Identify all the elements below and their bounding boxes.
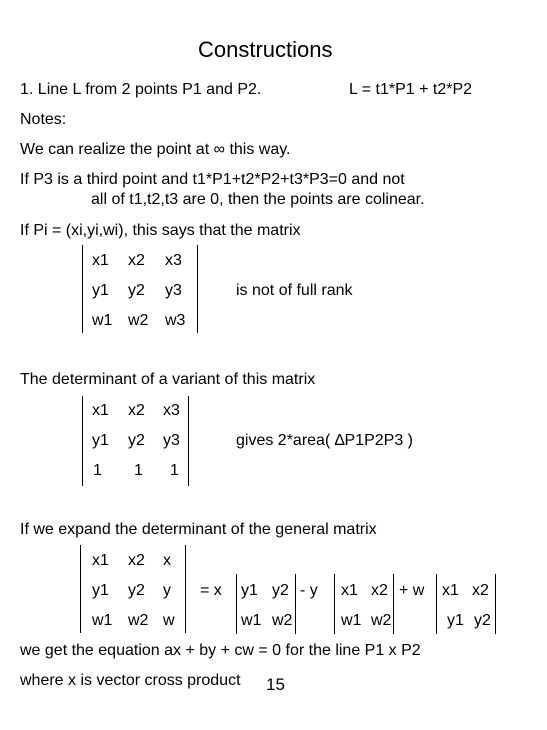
matrix-2-cell: x3 [163, 402, 180, 419]
matrix-1-cell: w3 [165, 312, 186, 329]
minor-3-left-bar [436, 574, 437, 634]
matrix-2-cell: y3 [163, 432, 180, 449]
equation-note: we get the equation ax + by + cw = 0 for the line P1 x P2 [20, 642, 421, 659]
matrix-3-cell: y [163, 582, 171, 599]
cross-product-note: where x is vector cross product [20, 672, 241, 689]
minor-3-cell: x2 [472, 582, 489, 599]
matrix-2-cell: 1 [170, 462, 179, 479]
minor-1-cell: y2 [272, 582, 289, 599]
colinear-note-line-2: all of t1,t2,t3 are 0, then the points are colinear. [91, 191, 425, 208]
minor-2-left-bar [334, 574, 335, 634]
matrix-3-left-bar [80, 545, 81, 633]
matrix-2-left-bar [82, 396, 83, 486]
minor-2-cell: x1 [341, 582, 358, 599]
matrix-2-cell: x1 [92, 402, 109, 419]
slide-title: Constructions [198, 37, 333, 62]
page-number: 15 [266, 675, 285, 694]
minor-1-cell: y1 [241, 582, 258, 599]
matrix-1-note: is not of full rank [236, 282, 353, 299]
matrix-1-cell: y3 [165, 282, 182, 299]
matrix-1-cell: w2 [128, 312, 149, 329]
expansion-eq-x: = x [200, 582, 222, 599]
matrix-1-cell: y2 [128, 282, 145, 299]
matrix-3-cell: x1 [92, 552, 109, 569]
minor-3-cell: y2 [474, 612, 491, 629]
matrix-2-right-bar [188, 396, 189, 486]
matrix-1-cell: x2 [128, 252, 145, 269]
determinant-note: The determinant of a variant of this matrix [20, 371, 316, 388]
matrix-3-cell: x [163, 552, 171, 569]
minor-3-cell: x1 [442, 582, 459, 599]
line-1-formula: L = t1*P1 + t2*P2 [349, 81, 473, 98]
matrix-2-cell: y2 [128, 432, 145, 449]
matrix-3-cell: y1 [92, 582, 109, 599]
matrix-2-note: gives 2*area( ∆P1P2P3 ) [236, 432, 413, 449]
line-1-text: 1. Line L from 2 points P1 and P2. [20, 81, 262, 98]
matrix-3-right-bar [185, 545, 186, 633]
matrix-3-cell: w1 [92, 612, 113, 629]
expansion-minus-y: - y [300, 582, 318, 599]
minor-1-cell: w2 [272, 612, 293, 629]
matrix-2-cell: y1 [92, 432, 109, 449]
matrix-1-cell: x3 [165, 252, 182, 269]
minor-3-cell: y1 [447, 612, 464, 629]
minor-2-cell: x2 [371, 582, 388, 599]
expansion-plus-w: + w [399, 582, 425, 599]
matrix-2-cell: 1 [93, 462, 102, 479]
notes-heading: Notes: [20, 111, 67, 128]
pi-matrix-note: If Pi = (xi,yi,wi), this says that the matrix [20, 222, 301, 239]
matrix-3-cell: x2 [128, 552, 145, 569]
matrix-1-cell: x1 [92, 252, 109, 269]
minor-2-right-bar [393, 574, 394, 634]
minor-3-right-bar [495, 574, 496, 634]
matrix-1-right-bar [197, 245, 198, 333]
infinity-note: We can realize the point at ∞ this way. [20, 141, 291, 158]
minor-2-cell: w2 [371, 612, 392, 629]
matrix-3-cell: w [163, 612, 175, 629]
matrix-3-cell: w2 [128, 612, 149, 629]
matrix-2-cell: 1 [134, 462, 143, 479]
colinear-note-line-1: If P3 is a third point and t1*P1+t2*P2+t3*P3=0 and not [20, 171, 405, 188]
matrix-3-cell: y2 [128, 582, 145, 599]
minor-1-left-bar [236, 574, 237, 634]
matrix-1-cell: y1 [92, 282, 109, 299]
matrix-2-cell: x2 [128, 402, 145, 419]
expand-note: If we expand the determinant of the general matrix [20, 521, 377, 538]
matrix-1-cell: w1 [92, 312, 113, 329]
matrix-1-left-bar [82, 245, 83, 333]
minor-1-right-bar [295, 574, 296, 634]
minor-2-cell: w1 [341, 612, 362, 629]
minor-1-cell: w1 [241, 612, 262, 629]
